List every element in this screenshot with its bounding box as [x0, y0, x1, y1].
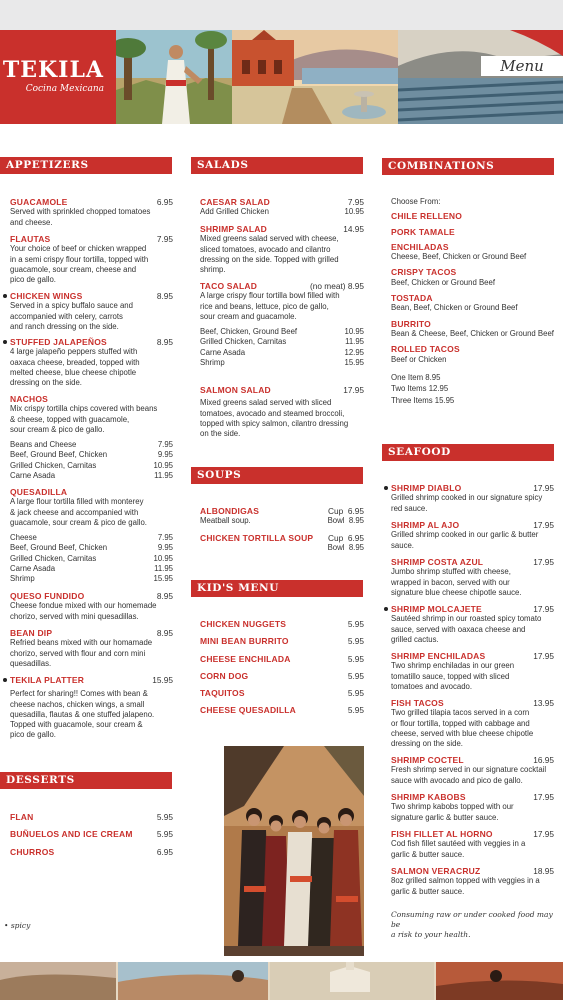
seafood-shrimp-diablo: SHRIMP DIABLO 17.95 Grilled shrimp cooked in our signature spicy red sauce.: [391, 483, 554, 514]
option-row: Shrimp 15.95: [10, 574, 173, 584]
item-desc-line: dressing on the side.: [10, 378, 82, 388]
painting-mexican-women: [224, 746, 364, 956]
item-desc-line: A large flour tortilla filled with monterey: [10, 497, 144, 507]
appetizer-tekila-platter: [10, 675, 173, 741]
kids-item: TAQUITOS 5.95: [200, 688, 364, 699]
dessert-flan: FLAN 5.95: [10, 812, 173, 822]
item-desc-line: Cheese fondue mixed with our homemade: [10, 601, 157, 611]
combo-count: Two Items 12.95: [391, 384, 449, 394]
logo-subtitle: Cocina Mexicana: [25, 84, 104, 94]
item-desc-line: cheese nachos, chicken wings, a small: [10, 699, 145, 709]
kids-menu-list: [200, 619, 364, 716]
item-desc-line: Refried beans mixed with our homamade: [10, 638, 153, 648]
item-price: 15.95: [152, 675, 173, 685]
combo-item: ROLLED TACOS: [391, 344, 460, 355]
item-name: CHICKEN WINGS: [10, 291, 83, 301]
kids-item: MINI BEAN BURRITO 5.95: [200, 636, 364, 647]
item-desc-line: Your choice of beef or chicken wrapped: [10, 244, 147, 254]
combinations-list: Choose From: CHILE RELLENO PORK TAMALE ENCHILADAS Cheese, Beef, Chicken or Ground Beef CRISPY TACOS Beef, Chicken or Ground Beef TOSTADA Bean, Beef, Chicken or Ground Beef BURRITO Bean & Cheese, Beef, Chicken or Ground Beef ROLLED TACOS Beef or Chicken One Item 8.95 Two Items 12.95 Three Items 15.95: [391, 197, 556, 406]
appetizer-chicken-wings: [10, 291, 173, 332]
combo-item: PORK TAMALE: [391, 226, 455, 237]
spicy-legend: • spicy: [4, 921, 31, 930]
item-desc-line: 4 large jalapeño peppers stuffed with: [10, 347, 138, 357]
item-desc-line: melted cheese, blue cheese chipotle: [10, 367, 137, 377]
combo-item: CHILE RELLENO: [391, 211, 463, 222]
seafood-shrimp-coctel: SHRIMP COCTEL 16.95 Fresh shrimp served in our signature cocktail sauce with avocado and pico de gallo.: [391, 755, 554, 785]
item-name: STUFFED JALAPEÑOS: [10, 337, 107, 347]
item-price: 8.95: [156, 628, 173, 638]
menu-label-tab: Menu: [481, 56, 563, 76]
soup-albondigas: ALBONDIGAS Cup 6.95 Meatball soup. Bowl 8.95: [200, 506, 364, 526]
desserts-list: [10, 812, 173, 857]
header-painting-woman: [116, 30, 232, 124]
logo: [0, 30, 116, 124]
item-desc-line: chorizo, served with flour and corn mini: [10, 648, 146, 658]
top-bar: [0, 0, 563, 30]
spicy-legend-label: spicy: [10, 921, 31, 930]
spicy-dot-icon: [3, 678, 7, 682]
item-name: NACHOS: [10, 394, 49, 404]
option-row: Cheese 7.95: [10, 533, 173, 543]
spicy-dot-icon: [384, 486, 388, 490]
logo-title: TEKILA: [2, 57, 104, 83]
item-name: FLAUTAS: [10, 234, 51, 244]
item-desc-line: & cheese, topped with guacamole,: [10, 414, 130, 424]
appetizer-quesadilla: [10, 487, 173, 585]
item-desc-line: chorizo, served with mini quesadillas.: [10, 611, 139, 621]
item-price: 8.95: [156, 337, 173, 347]
item-price: 8.95: [156, 591, 173, 601]
header-painting-agave-field: [398, 30, 563, 124]
spicy-dot-icon: [3, 294, 7, 298]
item-name: QUESO FUNDIDO: [10, 591, 85, 601]
item-price: 8.95: [156, 291, 173, 301]
option-row: Beef, Chicken, Ground Beef 10.95: [200, 327, 364, 337]
soup-chicken-tortilla: CHICKEN TORTILLA SOUP Cup 6.95 Bowl 8.95: [200, 533, 364, 553]
seafood-shrimp-molcajete: SHRIMP MOLCAJETE 17.95 Sautéed shrimp in our roasted spicy tomato sauce, served with oaxaca cheese and grilled cactus.: [391, 604, 554, 645]
salads-header: SALADS: [191, 157, 363, 174]
item-desc-line: oaxaca cheese, breaded, topped with: [10, 357, 140, 367]
option-row: Beans and Cheese 7.95: [10, 440, 173, 450]
appetizer-queso-fundido: [10, 591, 173, 622]
dessert-bunuelos: BUÑUELOS AND ICE CREAM 5.95: [10, 829, 173, 840]
combo-item: TOSTADA: [391, 293, 433, 304]
item-desc-line: guacamole, sour cream, cheese and: [10, 264, 137, 274]
salad-caesar: CAESAR SALAD 7.95 Add Grilled Chicken 10.95: [200, 197, 364, 217]
appetizer-guacamole: [10, 197, 173, 228]
item-desc-line: quesadilla, flautas & one stuffed jalapeno.: [10, 709, 155, 719]
item-desc-line: and ranch dressing on the side.: [10, 321, 119, 331]
item-name: QUESADILLA: [10, 487, 68, 497]
desserts-header: DESSERTS: [0, 772, 172, 789]
item-desc-line: accompanied with celery, carrots: [10, 311, 123, 321]
dessert-churros: CHURROS 6.95: [10, 846, 173, 857]
item-price: 6.95: [156, 197, 173, 207]
appetizer-bean-dip: [10, 628, 173, 669]
item-desc-line: and cheese.: [10, 217, 53, 227]
option-row: Grilled Chicken, Carnitas 10.95: [10, 460, 173, 470]
item-name: BEAN DIP: [10, 628, 53, 638]
salad-taco: TACO SALAD (no meat) 8.95 A large crispy flour tortilla bowl filled with rice and beans, lettuce, pico de gallo, sour cream and guacamole. Beef, Chicken, Ground Beef 10.95 Grilled Chicken, Carnitas 11.95 Carne Asada 12.95 Shrimp 15.95: [200, 281, 364, 368]
kids-menu-header: KID'S MENU: [191, 580, 363, 597]
appetizer-flautas: [10, 234, 173, 285]
seafood-shrimp-al-ajo: SHRIMP AL AJO 17.95 Grilled shrimp cooked in our garlic & butter sauce.: [391, 520, 554, 550]
combo-item: ENCHILADAS: [391, 241, 449, 252]
item-desc-line: pico de gallo.: [10, 730, 56, 740]
item-desc-line: pico de gallo.: [10, 275, 56, 285]
item-name: GUACAMOLE: [10, 197, 68, 207]
raw-food-warning: Consuming raw or under cooked food may be a risk to your health.: [391, 910, 553, 939]
appetizers-header: APPETIZERS: [0, 157, 172, 174]
seafood-shrimp-enchiladas: SHRIMP ENCHILADAS 17.95 Two shrimp enchiladas in our green tomatillo sauce, topped with sliced tomatoes and avocado.: [391, 651, 554, 691]
option-row: Carne Asada 12.95: [200, 347, 364, 357]
seafood-fish-fillet-al-horno: FISH FILLET AL HORNO 17.95 Cod fish fillet sautéed with veggies in a garlic & butter sauce.: [391, 829, 554, 859]
seafood-shrimp-kabobs: SHRIMP KABOBS 17.95 Two shrimp kabobs topped with our signature garlic & butter sauce.: [391, 792, 554, 822]
item-name: TEKILA PLATTER: [10, 675, 85, 685]
menu-header: [0, 30, 563, 124]
item-desc-line: sour cream & pico de gallo.: [10, 424, 105, 434]
option-row: Carne Asada 11.95: [10, 471, 173, 481]
header-painting-hacienda: [232, 30, 398, 124]
option-row: Grilled Chicken, Carnitas 11.95: [200, 337, 364, 347]
appetizer-stuffed-jalapenos: [10, 337, 173, 388]
item-desc-line: & jack cheese and accompanied with: [10, 507, 139, 517]
item-price: 7.95: [156, 234, 173, 244]
seafood-salmon-veracruz: SALMON VERACRUZ 18.95 8oz grilled salmon topped with veggies in a garlic & butter sauce.: [391, 866, 554, 896]
item-desc-line: in a semi crispy flour tortilla, topped with: [10, 254, 149, 264]
spicy-dot-icon: [3, 340, 7, 344]
option-row: Beef, Ground Beef, Chicken 9.95: [10, 450, 173, 460]
salad-shrimp: SHRIMP SALAD 14.95 Mixed greens salad served with cheese, sliced tomatoes, avocado and cilantro dressing on the side. Topped with grilled shrimp.: [200, 224, 364, 275]
combo-count: One Item 8.95: [391, 372, 441, 382]
kids-item: CHEESE ENCHILADA 5.95: [200, 653, 364, 664]
seafood-header: SEAFOOD: [382, 444, 554, 461]
item-desc-line: Served in a spicy buffalo sauce and: [10, 301, 133, 311]
option-row: Shrimp 15.95: [200, 358, 364, 368]
appetizer-nachos: [10, 394, 173, 481]
seafood-fish-tacos: FISH TACOS 13.95 Two grilled tilapia tacos served in a corn or flour tortilla, topped with cabbage and cheese, served with blue cheese chipotle dressing on the side.: [391, 698, 554, 749]
footer-paintings: [0, 962, 563, 1000]
combinations-header: COMBINATIONS: [382, 158, 554, 175]
combo-count: Three Items 15.95: [391, 395, 455, 405]
option-row: Grilled Chicken, Carnitas 10.95: [10, 553, 173, 563]
item-desc-line: Served with sprinkled chopped tomatoes: [10, 207, 151, 217]
kids-item: CORN DOG 5.95: [200, 670, 364, 681]
kids-item: CHICKEN NUGGETS 5.95: [200, 619, 364, 629]
combinations-intro: Choose From:: [391, 197, 441, 206]
item-desc-line: quesadillas.: [10, 658, 52, 668]
kids-item: CHEESE QUESADILLA 5.95: [200, 705, 364, 716]
item-desc-line: Perfect for sharing!! Comes with bean &: [10, 689, 148, 699]
combo-item: CRISPY TACOS: [391, 267, 457, 278]
spicy-dot-icon: [384, 607, 388, 611]
seafood-shrimp-costa-azul: SHRIMP COSTA AZUL 17.95 Jumbo shrimp stuffed with cheese, wrapped in bacon, served with our signature blue cheese chipotle sauce.: [391, 557, 554, 597]
option-row: Beef, Ground Beef, Chicken 9.95: [10, 543, 173, 553]
item-desc-line: guacamole, sour cream & pico de gallo.: [10, 517, 147, 527]
option-row: Carne Asada 11.95: [10, 564, 173, 574]
item-desc-line: Topped with guacamole, sour cream &: [10, 720, 143, 730]
salad-salmon: SALMON SALAD 17.95 Mixed greens salad served with sliced tomatoes, avocado and steamed broccoli, topped with spicy salmon, cilantro dressing on the side.: [200, 385, 364, 439]
item-desc-line: Mix crispy tortilla chips covered with beans: [10, 404, 158, 414]
soups-header: SOUPS: [191, 467, 363, 484]
combo-item: BURRITO: [391, 318, 431, 329]
